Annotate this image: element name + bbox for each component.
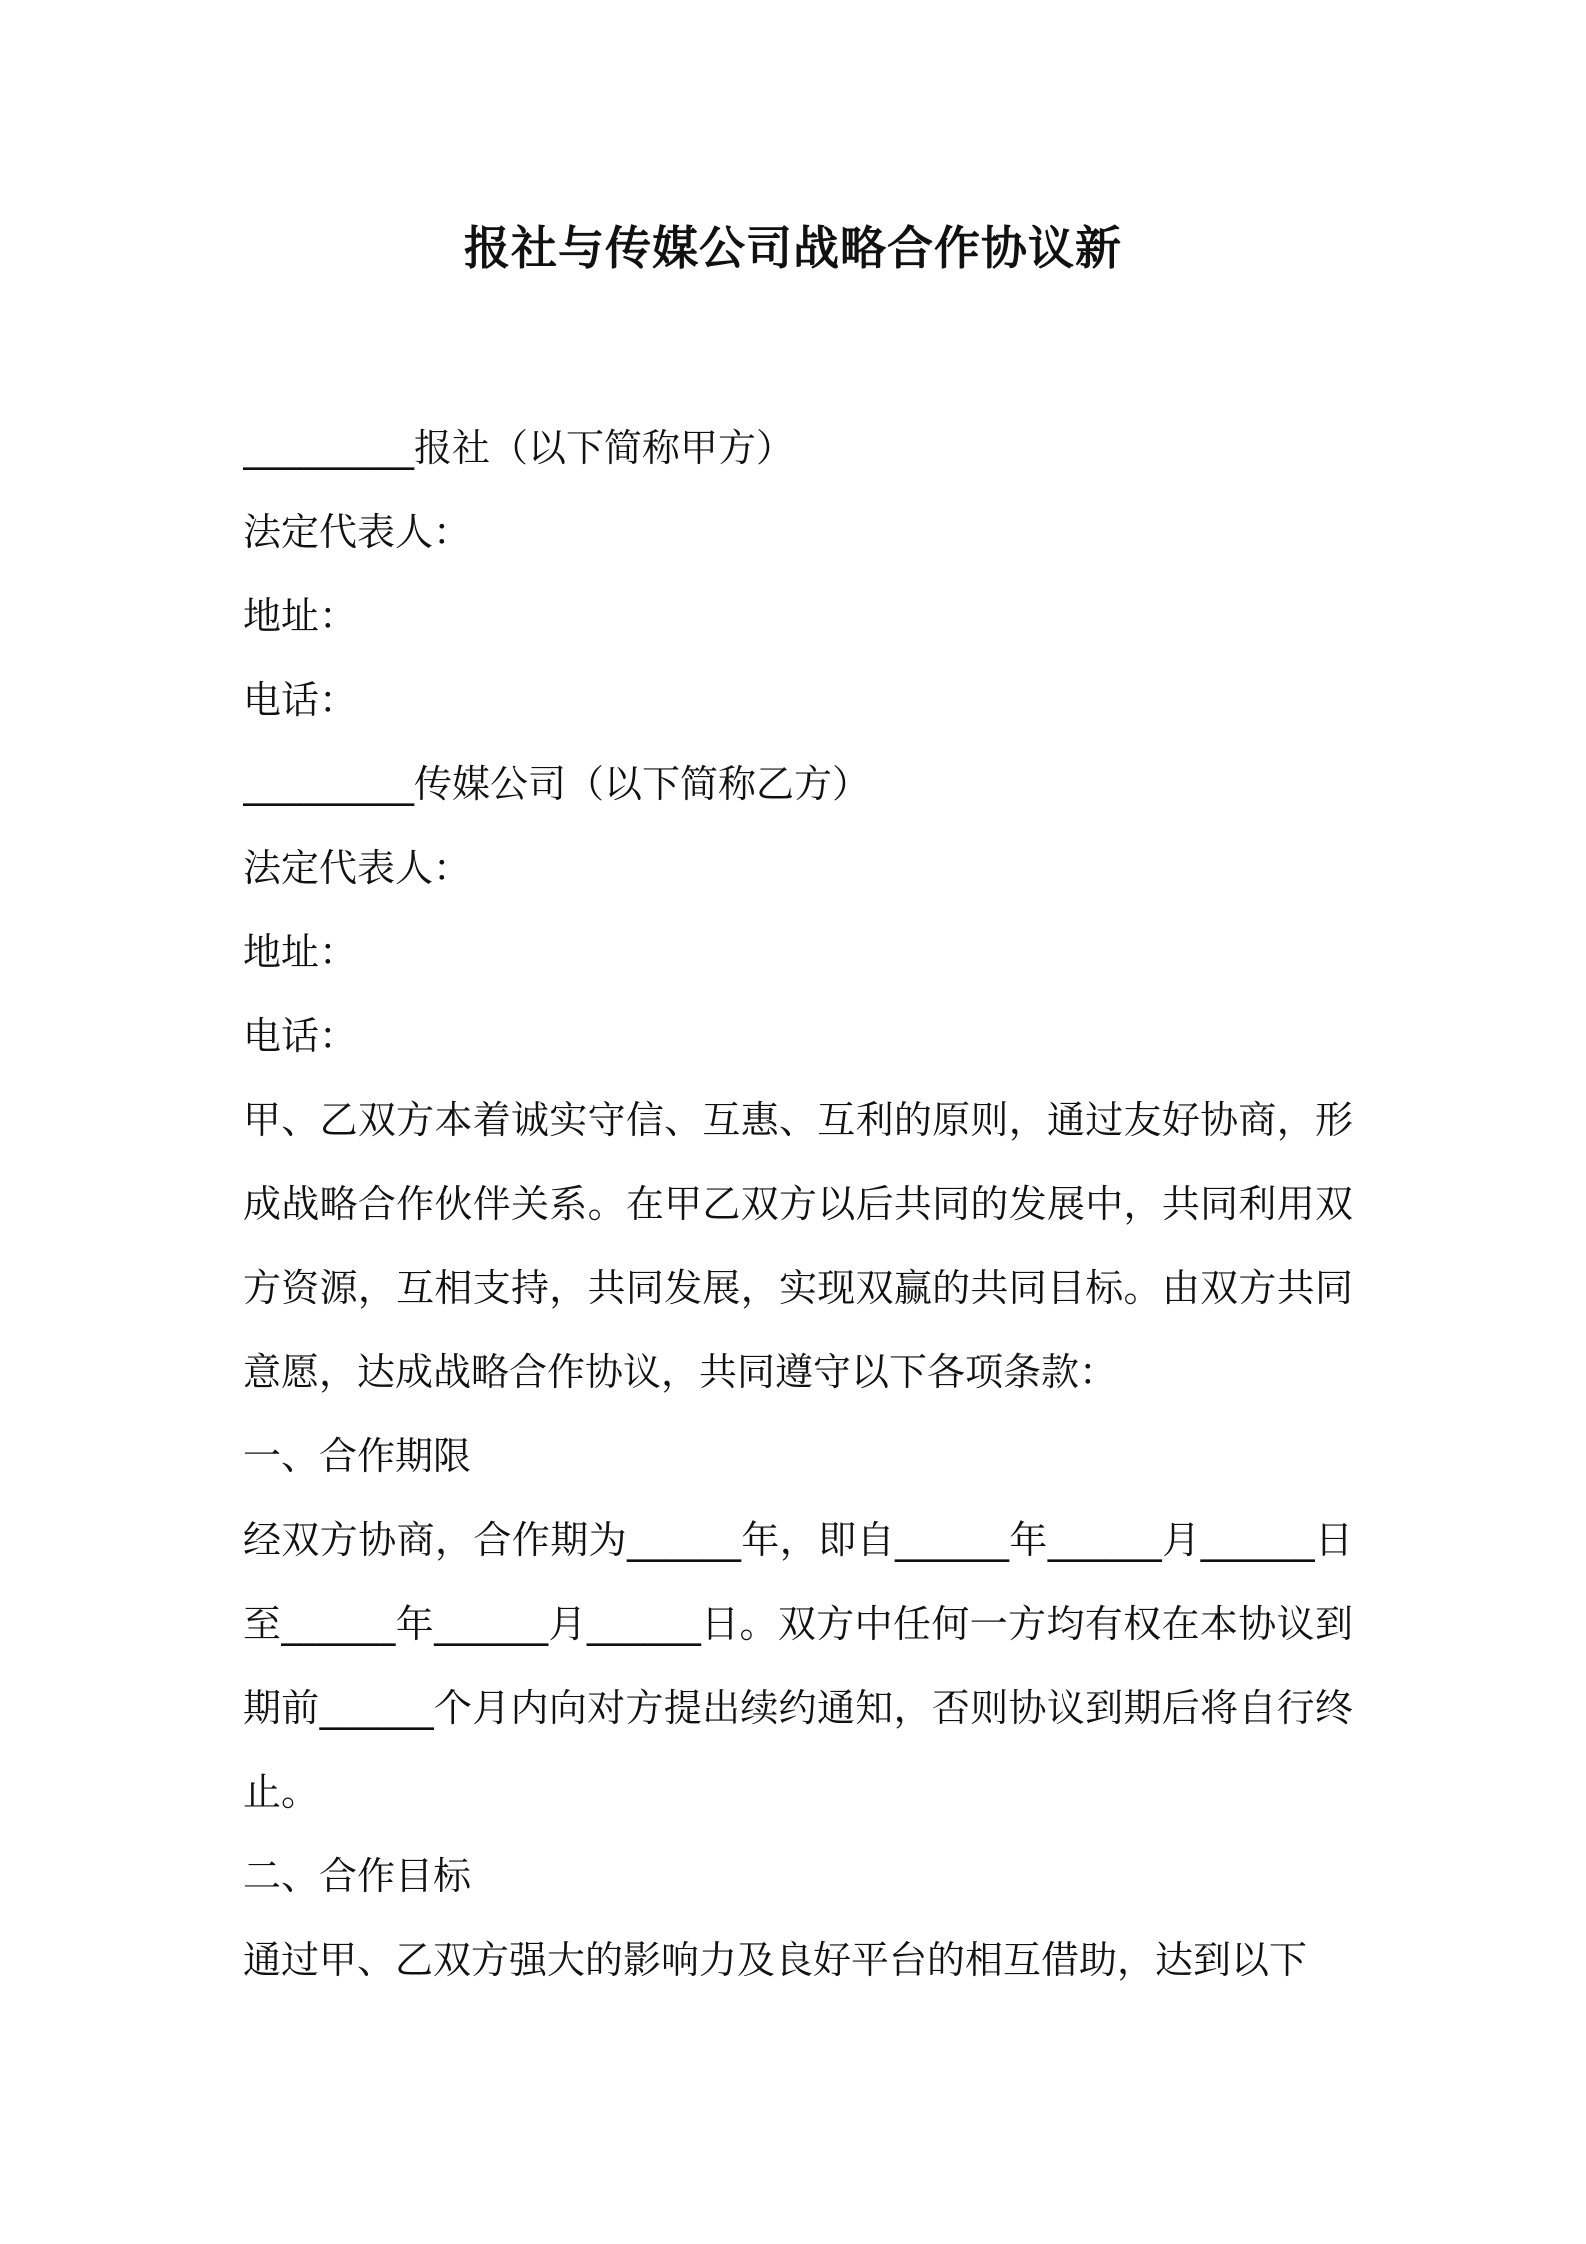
document-title: 报社与传媒公司战略合作协议新	[464, 221, 1122, 275]
preamble-paragraph: 甲、乙双方本着诚实守信、互惠、互利的原则，通过友好协商，形成战略合作伙伴关系。在甲乙双方以后共同的发展中，共同利用双方资源，互相支持，共同发展，实现双赢的共同目标。由双方共同意愿，达成战略合作协议，共同遵守以下各项条款：	[243, 1098, 1353, 1394]
party-a-representative: 法定代表人：	[243, 510, 472, 554]
document-body	[243, 406, 1353, 2002]
party-a-address: 地址：	[243, 594, 358, 638]
party-a-phone: 电话：	[243, 678, 358, 722]
section-1-heading: 一、合作期限	[243, 1434, 472, 1478]
section-1-paragraph: 经双方协商，合作期为______年，即自______年______月______日至______年______月______日。双方中任何一方均有权在本协议到期前______个月内向对方提出续约通知，否则协议到期后将自行终止。	[243, 1518, 1353, 1814]
party-b-address: 地址：	[243, 930, 358, 974]
section-2-paragraph: 通过甲、乙双方强大的影响力及良好平台的相互借助，达到以下	[243, 1938, 1308, 1982]
party-b-phone: 电话：	[243, 1014, 358, 1058]
party-b-representative: 法定代表人：	[243, 846, 472, 890]
party-a-header: _________报社（以下简称甲方）	[243, 426, 795, 470]
party-b-header: _________传媒公司（以下简称乙方）	[243, 762, 871, 806]
section-2-heading: 二、合作目标	[243, 1854, 472, 1898]
